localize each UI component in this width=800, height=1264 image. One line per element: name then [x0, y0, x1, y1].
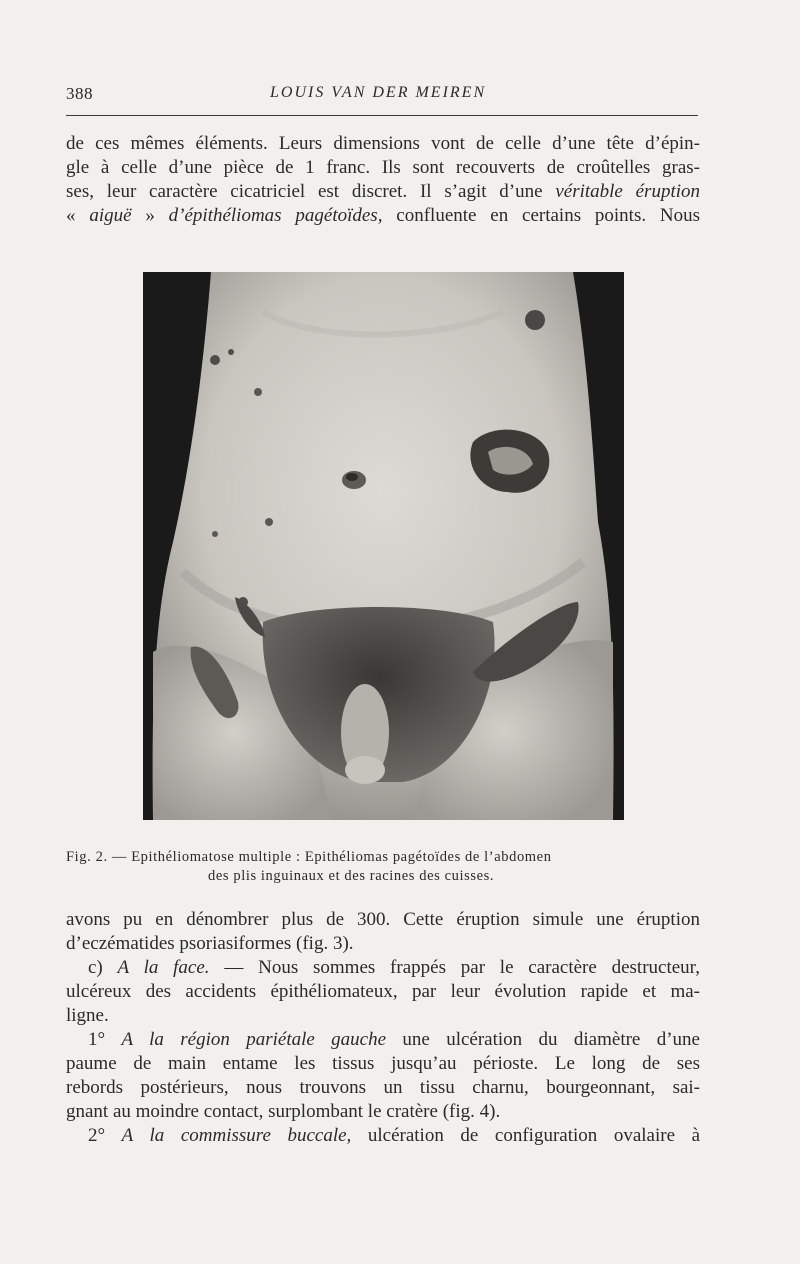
text-line: gnant au moindre contact, surplombant le cratère (fig. 4).	[66, 1101, 501, 1122]
text-line: 2° A la commissure buccale, ulcération de configuration ovalaire à	[88, 1125, 701, 1146]
text-line: ses, leur caractère cicatriciel est discret. Il s’agit d’une véritable éruption	[66, 181, 700, 202]
text-line: paume de main entame les tissus jusqu’au périoste. Le long de ses	[66, 1053, 700, 1074]
paragraph-bottom	[66, 908, 700, 1148]
text-line: ligne.	[66, 1005, 109, 1026]
text-line: « aiguë » d’épithéliomas pagétoïdes, confluente en certains points. Nous	[66, 205, 701, 226]
text-line: ulcéreux des accidents épithéliomateux, par leur évolution rapide et ma-	[66, 981, 700, 1002]
text-line: gle à celle d’une pièce de 1 franc. Ils sont recouverts de croûtelles gras-	[66, 157, 700, 178]
caption-line: Fig. 2. — Epithéliomatose multiple : Epithéliomas pagétoïdes de l’abdomen	[66, 849, 552, 865]
header-rule	[66, 115, 698, 116]
clinical-photograph	[143, 272, 624, 820]
caption-line: des plis inguinaux et des racines des cuisses.	[208, 868, 495, 884]
photograph-image	[143, 272, 624, 820]
text-line: c) A la face. — Nous sommes frappés par le caractère destructeur,	[88, 957, 700, 978]
running-title: LOUIS VAN DER MEIREN	[270, 84, 487, 101]
text-line: 1° A la région pariétale gauche une ulcération du diamètre d’une	[88, 1029, 700, 1050]
paragraph-top	[66, 132, 700, 228]
figure-caption	[66, 848, 766, 886]
text-line: d’eczématides psoriasiformes (fig. 3).	[66, 933, 354, 954]
text-line: avons pu en dénombrer plus de 300. Cette éruption simule une éruption	[66, 909, 700, 930]
page-number: 388	[66, 84, 93, 103]
text-line: de ces mêmes éléments. Leurs dimensions vont de celle d’une tête d’épin-	[66, 133, 700, 154]
text-line: rebords postérieurs, nous trouvons un tissu charnu, bourgeonnant, sai-	[66, 1077, 700, 1098]
